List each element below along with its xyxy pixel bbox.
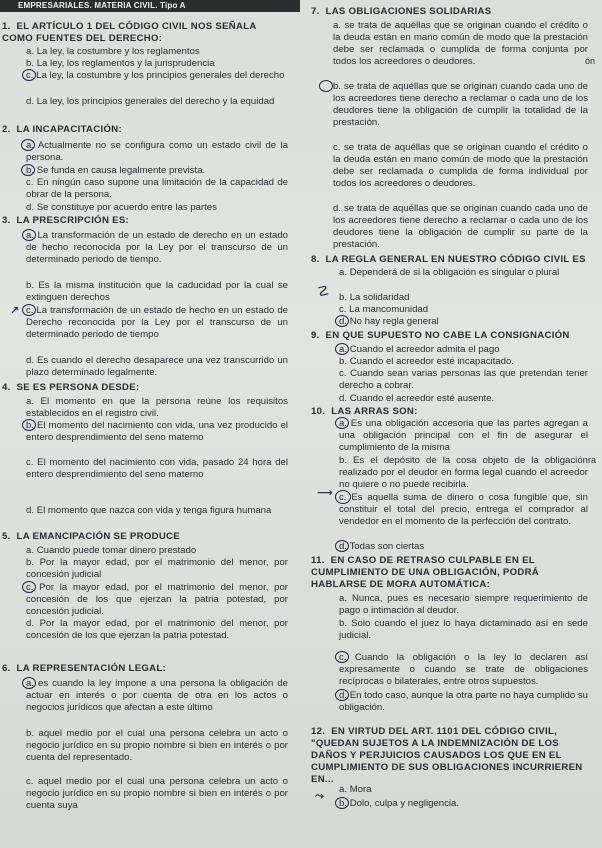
question-12-option-b[interactable]: b. Dolo, culpa y negligencia. bbox=[339, 798, 460, 809]
question-11-option-c[interactable]: c. Cuando la obligación o la ley lo declaren así expresamente o cuando se trate de obligaciones recíprocas o bilaterales, entre otros supuestos. bbox=[339, 652, 589, 688]
pen-mark-q8: ☡ bbox=[317, 283, 330, 299]
answer-circle-q3c bbox=[22, 304, 36, 316]
question-6-option-c[interactable]: c. aquel medio por el cual una persona celebra un acto o negocio jurídico en su propio nombre si bien en interés o por cuenta suya bbox=[26, 776, 288, 812]
question-3-option-c[interactable]: c. La transformación de un estado de hecho en un estado de Derecho reconocida por la Ley por el transcurso de un determinado periodo de tiempo bbox=[26, 305, 288, 341]
edge-text-1: ón bbox=[585, 56, 596, 66]
answer-circle-q10a bbox=[335, 417, 349, 429]
answer-circle-q8 bbox=[335, 315, 349, 327]
question-12-title: 12. EN VIRTUD DEL ART. 1101 DEL CÓDIGO CIVIL, "QUEDAN SUJETOS A LA INDEMNIZACIÓN DE LOS DAÑOS Y PERJUICIOS CAUSADOS LOS QUE EN EL CUMPLIMIENTO DE SUS OBLIGACIONES INCURRIEREN EN... bbox=[311, 726, 583, 786]
question-1-option-c[interactable]: c. La ley, la costumbre y los principios generales del derecho bbox=[26, 70, 285, 81]
pen-mark-arrow: ↗ bbox=[10, 305, 20, 317]
question-8-option-d[interactable]: d. No hay regla general bbox=[339, 316, 439, 327]
question-9-option-c[interactable]: c. Cuando sean varias personas las que pretendan tener derecho a cobrar. bbox=[339, 368, 588, 392]
question-5-option-d[interactable]: d. Por la mayor edad, por el matrimonio del menor, por concesión de los que ejerzan la patria potestad. bbox=[26, 618, 289, 642]
answer-circle-q10d bbox=[335, 540, 349, 552]
question-4-title: 4. SE ES PERSONA DESDE: bbox=[2, 382, 140, 393]
question-9-option-b[interactable]: b. Cuando el acreedor esté incapacitado. bbox=[339, 356, 514, 367]
question-1-option-b[interactable]: b. La ley, los reglamentos y la jurisprudencia bbox=[26, 58, 215, 69]
question-7-option-d[interactable]: d. se trata de aquéllas que se originan cuando cada uno de los acreedores tiene derecho a reclamar o cada uno de los deudores tiene la obligación de cumplir su parte de la prestación. bbox=[333, 203, 589, 251]
question-2-option-c[interactable]: c. En ningún caso supone una limitación de la capacidad de obrar de la persona. bbox=[26, 177, 288, 201]
question-3-title: 3. LA PRESCRIPCIÓN ES: bbox=[2, 215, 130, 226]
answer-circle-q5 bbox=[22, 581, 36, 593]
question-5-title: 5. LA EMANCIPACIÓN SE PRODUCE bbox=[2, 531, 180, 542]
question-9-option-d[interactable]: d. Cuando el acreedor esté ausente. bbox=[339, 393, 495, 404]
question-2-title: 2. LA INCAPACITACIÓN: bbox=[2, 124, 122, 135]
exam-header: EMPRESARIALES. MATERIA CIVIL. Tipo A bbox=[0, 0, 300, 12]
question-11-option-b[interactable]: b. Solo cuando el juez lo haya dictaminado así en sede judicial. bbox=[339, 618, 588, 642]
answer-circle-q10c bbox=[335, 490, 351, 504]
question-6-option-a[interactable]: a. es cuando la ley impone a una persona la obligación de actuar en interés o por cuenta de otra en los actos o negocios jurídicos que afectan a este último bbox=[26, 678, 288, 714]
question-7-option-b[interactable]: b. se trata de aquéllas que se originan cuando cada uno de los acreedores tiene derecho a reclamar o cada uno de los deudores tiene la obligación de cumplir la totalidad de la prestación. bbox=[333, 81, 589, 129]
question-8-option-a[interactable]: a. Dependerá de si la obligación es singular o plural bbox=[339, 267, 560, 278]
question-12-option-a[interactable]: a. Mora bbox=[339, 784, 372, 795]
answer-circle-q12 bbox=[335, 797, 349, 809]
question-1-option-d[interactable]: d. La ley, los principios generales del derecho y la equidad bbox=[26, 96, 275, 107]
question-2-option-a[interactable]: a. Actualmente no se configura como un estado civil de la persona. bbox=[26, 140, 288, 164]
question-11-option-d[interactable]: d. En todo caso, aunque la otra parte no haya cumplido su obligación. bbox=[339, 690, 589, 714]
answer-circle-q2b bbox=[21, 164, 35, 176]
pen-mark-q10: ⟶ bbox=[317, 487, 333, 499]
answer-circle-q3a bbox=[22, 229, 36, 241]
question-7-title: 7. LAS OBLIGACIONES SOLIDARIAS bbox=[311, 6, 492, 17]
question-10-title: 10. LAS ARRAS SON: bbox=[311, 406, 418, 417]
question-6-title: 6. LA REPRESENTACIÓN LEGAL: bbox=[2, 663, 167, 674]
question-10-option-b[interactable]: b. Es el depósito de la cosa objeto de la obligación realizado por el deudor en forma legal cuando el acreedor no quiere o no puede recibirla. bbox=[339, 455, 588, 491]
question-9-title: 9. EN QUE SUPUESTO NO CABE LA CONSIGNACIÓN bbox=[311, 330, 570, 341]
question-1-option-a[interactable]: a. La ley, la costumbre y los reglamentos bbox=[26, 46, 200, 57]
question-5-option-a[interactable]: a. Cuando puede tomar dinero prestado bbox=[26, 545, 197, 556]
question-3-option-b[interactable]: b. Es la misma institución que la caducidad por la cual se extinguen derechos bbox=[26, 280, 288, 304]
answer-circle-q6 bbox=[22, 677, 36, 689]
question-5-option-c[interactable]: c. Por la mayor edad, por el matrimonio del menor, por concesión de los que ejerzan la patria potestad, por concesión judicial. bbox=[26, 582, 288, 618]
question-7-option-c[interactable]: c. se trata de aquéllas que se originan cuando el crédito o la deuda están en mano común de modo que la prestación debe ser reclamada o cumplida de forma individual por todos los acreedores o deudores. bbox=[333, 142, 588, 190]
question-8-title: 8. LA REGLA GENERAL EN NUESTRO CÓDIGO CIVIL ES bbox=[311, 254, 586, 265]
question-8-option-b[interactable]: b. La solidaridad bbox=[339, 292, 410, 303]
question-10-option-c[interactable]: c. Es aquella suma de dinero o cosa fungible que, sin constituir el total del precio, entrega el comprador al vendedor en el momento de la perfección del contrato. bbox=[339, 492, 588, 528]
question-9-option-a[interactable]: a. Cuando el acreedor admita el pago bbox=[339, 344, 500, 355]
answer-circle-q11c bbox=[335, 651, 349, 663]
question-10-option-d[interactable]: d. Todas son ciertas bbox=[339, 541, 425, 552]
answer-circle-q1 bbox=[22, 69, 36, 81]
question-3-option-d[interactable]: d. Es cuando el derecho desaparece una vez transcurrido un plazo determinado legalmente. bbox=[26, 355, 289, 379]
question-5-option-b[interactable]: b. Por la mayor edad, por el matrimonio del menor, por concesión judicial bbox=[26, 557, 289, 581]
question-4-option-c[interactable]: c. El momento del nacimiento con vida, pasado 24 hora del entero desprendimiento del seno materno bbox=[26, 457, 289, 481]
answer-circle-q11d bbox=[335, 689, 349, 701]
answer-circle-q2a bbox=[21, 139, 35, 151]
question-4-option-d[interactable]: d. El momento que nazca con vida y tenga figura humana bbox=[26, 505, 272, 516]
edge-text-2: ra bbox=[588, 455, 597, 465]
question-2-option-d[interactable]: d. Se constituye por acuerdo entre las partes bbox=[26, 202, 217, 213]
question-3-option-a[interactable]: a. La transformación de un estado de derecho en un estado de hecho reconocida por la Ley por el transcurso de un determinado periodo de tiempo. bbox=[26, 230, 288, 266]
question-7-option-a[interactable]: a. se trata de aquéllas que se originan cuando el crédito o la deuda están en mano común de modo que la prestación debe ser reclamada o cumplida de forma conjunta por todos los acreedores o deudores. bbox=[333, 20, 588, 68]
answer-circle-q4 bbox=[22, 419, 36, 431]
answer-circle-q7 bbox=[319, 80, 333, 92]
question-6-option-b[interactable]: b. aquel medio por el cual una persona celebra un acto o negocio jurídico en su propio nombre si bien en interés o por cuenta del representado. bbox=[26, 728, 288, 764]
question-1-title: 1. EL ARTÍCULO 1 DEL CÓDIGO CIVIL NOS SEÑALA COMO FUENTES DEL DERECHO: bbox=[2, 21, 257, 45]
question-4-option-b[interactable]: b. El momento del nacimiento con vida, una vez producido el entero desprendimiento del seno materno bbox=[26, 420, 288, 444]
question-8-option-c[interactable]: c. La mancomunidad bbox=[339, 304, 429, 315]
question-11-title: 11. EN CASO DE RETRASO CULPABLE EN EL CUMPLIMIENTO DE UNA OBLIGACIÓN, PODRÁ HABLARSE DE MORA AUTOMÁTICA: bbox=[311, 555, 540, 591]
pen-mark-q12: ⤳ bbox=[315, 790, 324, 802]
question-11-option-a[interactable]: a. Nunca, pues es necesario siempre requerimiento de pago o intimación al deudor. bbox=[339, 593, 588, 617]
question-10-option-a[interactable]: a. Es una obligación accesoria que las partes agregan a una obligación principal con el fin de asegurar el cumplimiento de la misma bbox=[339, 418, 588, 454]
answer-circle-q9 bbox=[335, 343, 349, 355]
question-4-option-a[interactable]: a. El momento en que la persona reúne los requisitos establecidos en el registro civil. bbox=[26, 396, 288, 420]
question-2-option-b[interactable]: b. Se funda en causa legalmente prevista. bbox=[26, 165, 206, 176]
